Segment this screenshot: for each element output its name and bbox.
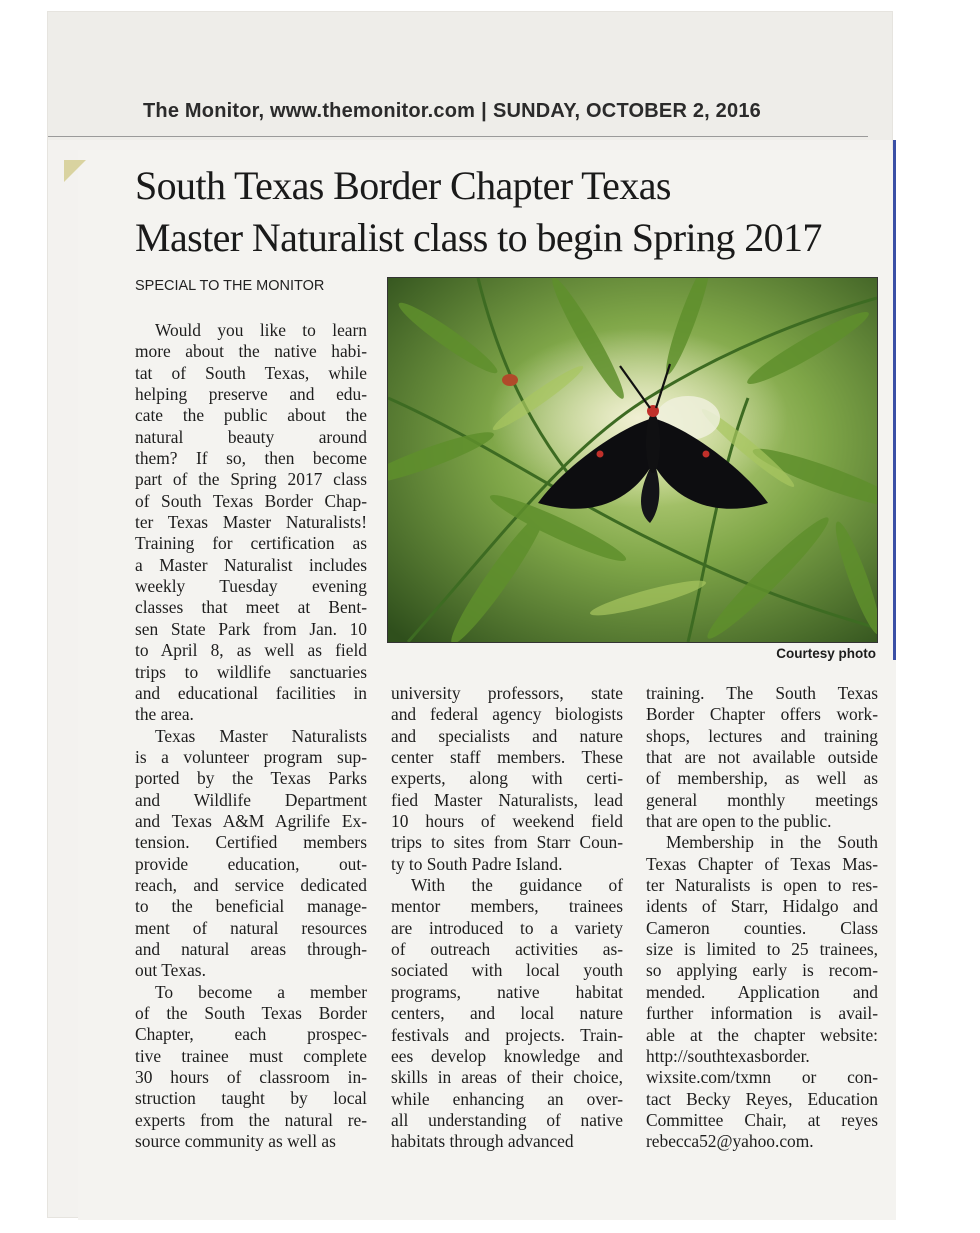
article-text-line: that are not available outside: [646, 747, 878, 768]
article-text-line: 30 hours of classroom in-: [135, 1067, 367, 1088]
article-text-line: shops, lectures and training: [646, 725, 878, 746]
article-text-line: Training for certification as: [135, 533, 367, 554]
article-column-1: [135, 320, 367, 1152]
article-text-line: ment of natural resources: [135, 917, 367, 938]
article-text-line: 10 hours of weekend field: [391, 811, 623, 832]
article-text-line: of outreach activities as-: [391, 939, 623, 960]
article-text-line: all understanding of native: [391, 1109, 623, 1130]
masthead-rule: [48, 136, 868, 137]
article-text-line: idents of Starr, Hidalgo and: [646, 896, 878, 917]
masthead-separator: |: [481, 100, 487, 122]
article-text-line: so applying early is recom-: [646, 960, 878, 981]
article-text-line: Membership in the South: [666, 832, 878, 853]
article-text-line: tive trainee must complete: [135, 1045, 367, 1066]
article-headline: [135, 160, 895, 264]
article-text-line: ty to South Padre Island.: [391, 853, 563, 874]
article-text-line: while enhancing an over-: [391, 1088, 623, 1109]
article-text-line: http://southtexasborder.: [646, 1045, 810, 1066]
article-text-line: center staff members. These: [391, 747, 623, 768]
article-text-line: sen State Park from Jan. 10: [135, 618, 367, 639]
article-text-line: tat of South Texas, while: [135, 362, 367, 383]
article-text-line: weekly Tuesday evening: [135, 576, 367, 597]
article-text-line: able at the chapter website:: [646, 1024, 878, 1045]
article-text-line: mentor members, trainees: [391, 896, 623, 917]
article-text-line: to the beneficial manage-: [135, 896, 367, 917]
article-text-line: Committee Chair, at reyes: [646, 1109, 878, 1130]
article-text-line: programs, native habitat: [391, 981, 623, 1002]
article-text-line: Chapter, each prospec-: [135, 1024, 367, 1045]
article-text-line: and specialists and nature: [391, 725, 623, 746]
article-text-line: a Master Naturalist includes: [135, 554, 367, 575]
article-text-line: of the South Texas Border: [135, 1003, 367, 1023]
article-text-line: ter Naturalists is open to res-: [646, 875, 878, 896]
article-text-line: is a volunteer program sup-: [135, 746, 367, 767]
article-text-line: cate the public about the: [135, 405, 367, 426]
article-text-line: experts from the natural re-: [135, 1109, 367, 1130]
article-text-line: general monthly meetings: [646, 789, 878, 810]
article-text-line: and natural areas through-: [135, 938, 367, 959]
article-text-line: centers, and local nature: [391, 1003, 623, 1024]
article-text-line: are introduced to a variety: [391, 917, 623, 938]
article-text-line: natural beauty around: [135, 426, 367, 447]
article-text-line: festivals and projects. Train-: [391, 1024, 623, 1045]
article-text-line: rebecca52@yahoo.com.: [646, 1131, 814, 1152]
article-text-line: further information is avail-: [646, 1003, 878, 1024]
article-text-line: to April 8, as well as field: [135, 640, 367, 661]
article-text-line: experts, along with certi-: [391, 768, 623, 789]
article-text-line: and federal agency biologists: [391, 704, 623, 725]
article-text-line: that are open to the public.: [646, 811, 832, 832]
article-text-line: trips to sites from Starr Coun-: [391, 832, 623, 853]
issue-date: SUNDAY, OCTOBER 2, 2016: [492, 100, 761, 122]
article-text-line: Border Chapter offers work-: [646, 704, 878, 725]
article-text-line: Texas Master Naturalists: [155, 725, 367, 746]
article-text-line: and Texas A&M Agrilife Ex-: [135, 810, 367, 831]
article-text-line: With the guidance of: [411, 875, 623, 896]
article-text-line: and Wildlife Department: [135, 789, 367, 810]
masthead: [143, 100, 863, 123]
butterfly-photo: [387, 277, 878, 643]
photo-credit: Courtesy photo: [776, 646, 876, 661]
byline: SPECIAL TO THE MONITOR: [135, 278, 325, 294]
headline-line-1: South Texas Border Chapter Texas: [135, 163, 671, 208]
article-text-line: them? If so, then become: [135, 448, 367, 469]
article-column-3: [646, 683, 878, 1153]
article-text-line: ter Texas Master Naturalists!: [135, 512, 367, 533]
article-text-line: helping preserve and edu-: [135, 384, 367, 405]
article-text-line: mended. Application and: [646, 981, 878, 1002]
article-text-line: struction taught by local: [135, 1088, 367, 1109]
article-text-line: Cameron counties. Class: [646, 917, 878, 938]
article-text-line: tact Becky Reyes, Education: [646, 1088, 878, 1109]
article-text-line: trips to wildlife sanctuaries: [135, 661, 367, 682]
article-text-line: habitats through advanced: [391, 1131, 574, 1152]
article-text-line: of South Texas Border Chap-: [135, 490, 367, 511]
article-text-line: part of the Spring 2017 class: [135, 469, 367, 490]
article-text-line: sociated with local youth: [391, 960, 623, 981]
headline-line-2: Master Naturalist class to begin Spring 2017: [135, 215, 822, 260]
article-text-line: of membership, as well as: [646, 768, 878, 789]
article-text-line: ees develop knowledge and: [391, 1045, 623, 1066]
article-text-line: classes that meet at Bent-: [135, 597, 367, 618]
article-text-line: and educational facilities in: [135, 682, 367, 703]
article-text-line: the area.: [135, 704, 194, 725]
folded-corner: [64, 160, 86, 182]
article-text-line: more about the native habi-: [135, 341, 367, 362]
article-text-line: fied Master Naturalists, lead: [391, 789, 623, 810]
article-text-line: source community as well as: [135, 1131, 336, 1152]
article-text-line: skills in areas of their choice,: [391, 1067, 623, 1088]
article-text-line: Would you like to learn: [155, 320, 367, 340]
article-column-2: [391, 683, 623, 1153]
article-text-line: out Texas.: [135, 960, 206, 981]
article-text-line: wixsite.com/txmn or con-: [646, 1067, 878, 1088]
article-text-line: To become a member: [155, 981, 367, 1002]
paper-name: The Monitor, www.themonitor.com: [143, 100, 476, 122]
article-text-line: provide education, out-: [135, 853, 367, 874]
article-text-line: tension. Certified members: [135, 832, 367, 853]
article-text-line: university professors, state: [391, 683, 623, 703]
butterfly-on-willow-leaves-photo: [388, 278, 877, 642]
article-text-line: size is limited to 25 trainees,: [646, 939, 878, 960]
article-text-line: training. The South Texas: [646, 683, 878, 703]
article-text-line: Texas Chapter of Texas Mas-: [646, 853, 878, 874]
article-text-line: reach, and service dedicated: [135, 874, 367, 895]
article-text-line: ported by the Texas Parks: [135, 768, 367, 789]
